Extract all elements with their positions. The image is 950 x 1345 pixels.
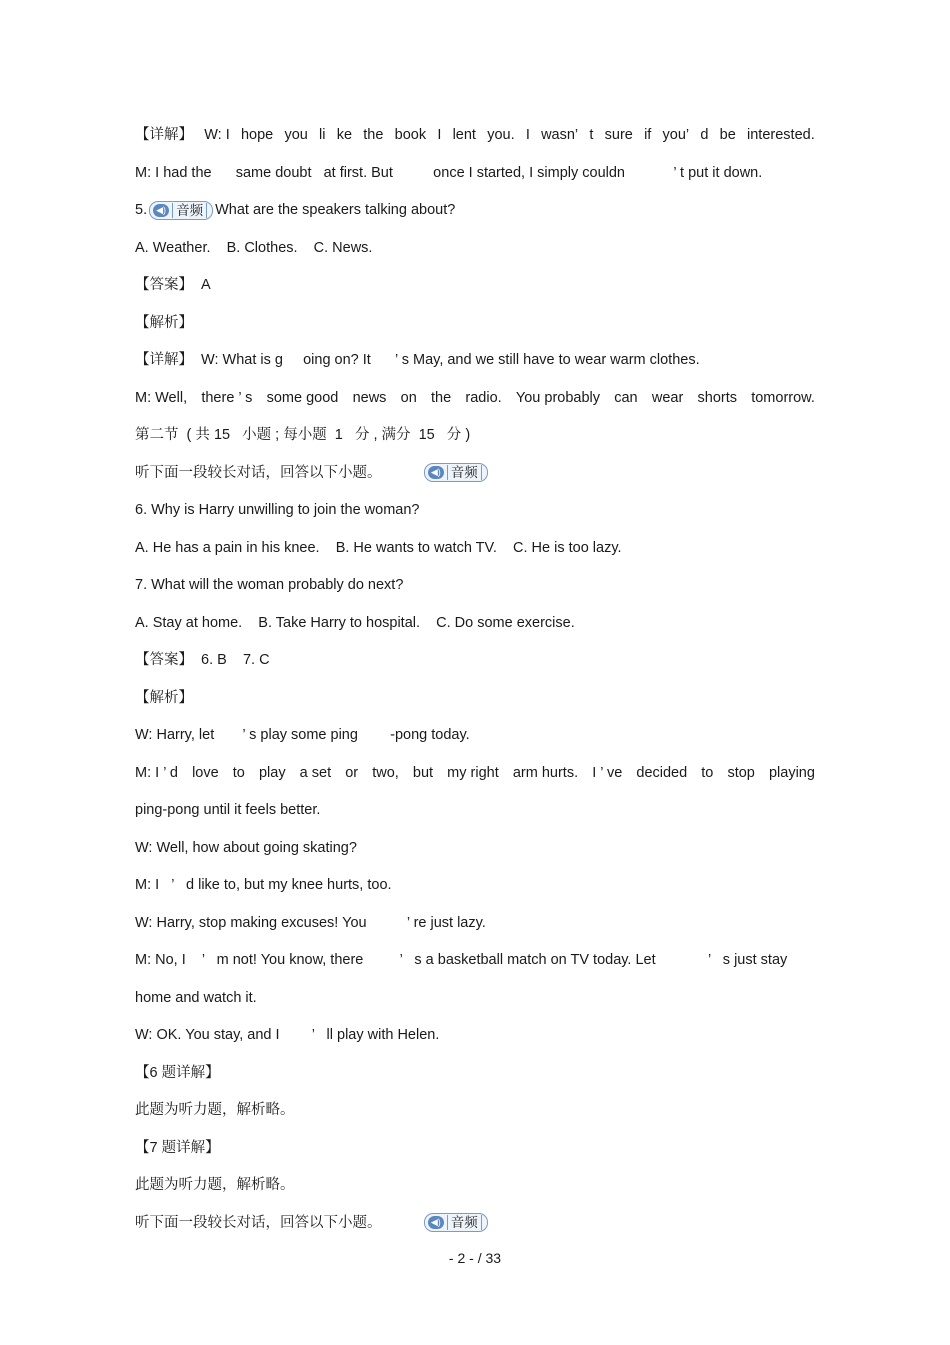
word: wear [651, 389, 684, 406]
word: my right [447, 764, 499, 781]
line-prefix: 5. [135, 202, 148, 218]
word: 【详解】 [135, 127, 193, 143]
word: I ’ ve [592, 764, 623, 781]
text-line: A. Stay at home. B. Take Harry to hospital. C. Do some exercise. [135, 614, 575, 631]
word: some good [266, 389, 339, 406]
text-line: W: Harry, stop making excuses! You ’ re just lazy. [135, 914, 486, 931]
text-line: 【答案】 A [135, 277, 211, 293]
word: there ’ s [201, 389, 253, 406]
text-line: W: Harry, let ’ s play some ping -pong today. [135, 727, 470, 743]
text-line: W: OK. You stay, and I ’ ll play with Helen. [135, 1027, 440, 1043]
word: interested. [747, 127, 815, 143]
word: book [394, 127, 427, 143]
word: M: I ’ d [135, 764, 178, 781]
text-line: A. Weather. B. Clothes. C. News. [135, 239, 373, 256]
word: hope [240, 127, 274, 143]
word: li [319, 127, 326, 143]
word: on [400, 389, 417, 406]
word: shorts [697, 389, 737, 406]
word: playing [768, 764, 815, 781]
speaker-icon: ◀) [428, 466, 444, 479]
word: arm hurts. [512, 764, 579, 781]
word: t [589, 127, 594, 143]
word: sure [604, 127, 633, 143]
audio-label: 音频 [172, 203, 207, 218]
audio-label: 音频 [447, 465, 482, 480]
word: wasn’ [541, 127, 579, 143]
word: to [701, 764, 714, 781]
text-line: 6. Why is Harry unwilling to join the woman? [135, 502, 420, 518]
text-line [135, 1213, 815, 1233]
text-line: A. He has a pain in his knee. B. He wants to watch TV. C. He is too lazy. [135, 539, 622, 556]
speaker-icon: ◀) [428, 1216, 444, 1229]
word: to [232, 764, 245, 781]
word: decided [636, 764, 688, 781]
word: the [431, 389, 452, 406]
text-line [135, 200, 815, 220]
word: you. [487, 127, 515, 143]
word: W: I [204, 127, 230, 143]
text-line: M: I had the same doubt at first. But once I started, I simply couldn ’ t put it down. [135, 164, 763, 181]
word: you’ [662, 127, 690, 143]
word: can [614, 389, 638, 406]
word: if [644, 127, 652, 143]
line-prefix: 听下面一段较长对话，回答以下小题。 [135, 464, 422, 481]
word: stop [727, 764, 755, 781]
word: ke [336, 127, 353, 143]
page-number: - 2 - / 33 [448, 1250, 502, 1266]
text-line: 【解析】 [135, 689, 193, 706]
audio-button[interactable] [149, 201, 213, 220]
line-text: What are the speakers talking about? [215, 202, 456, 218]
word: the [363, 127, 384, 143]
text-line: home and watch it. [135, 989, 257, 1006]
text-line: 此题为听力题，解析略。 [135, 1177, 295, 1193]
text-line: 【解析】 [135, 314, 193, 331]
text-line [135, 763, 815, 783]
word: M: Well, [135, 389, 188, 406]
word: tomorrow. [751, 389, 815, 406]
text-line: ping-pong until it feels better. [135, 802, 321, 818]
word: I [525, 127, 530, 143]
text-line: 【答案】 6. B 7. C [135, 652, 270, 668]
word: news [352, 389, 387, 406]
line-prefix: 听下面一段较长对话，回答以下小题。 [135, 1214, 422, 1231]
text-line: W: Well, how about going skating? [135, 839, 357, 856]
word: two, [372, 764, 399, 781]
word: d [700, 127, 709, 143]
word: be [719, 127, 736, 143]
word: play [258, 764, 286, 781]
speaker-icon: ◀) [153, 204, 169, 217]
word: love [192, 764, 219, 781]
text-line: M: No, I ’ m not! You know, there ’ s a basketball match on TV today. Let ’ s just stay [135, 952, 788, 968]
text-line: 7. What will the woman probably do next? [135, 577, 404, 593]
audio-button[interactable] [424, 1213, 488, 1232]
word: lent [452, 127, 476, 143]
audio-label: 音频 [447, 1215, 482, 1230]
text-line: 第二节 ( 共 15 小题 ; 每小题 1 分 , 满分 15 分 ) [135, 427, 471, 443]
audio-button[interactable] [424, 463, 488, 482]
word: or [345, 764, 359, 781]
text-line: 【详解】 W: What is g oing on? It ’ s May, and we still have to wear warm clothes. [135, 352, 700, 368]
text-line [135, 388, 815, 408]
text-line: 【6 题详解】 [135, 1064, 220, 1081]
word: a set [299, 764, 332, 781]
word: radio. [465, 389, 502, 406]
text-line: M: I ’ d like to, but my knee hurts, too. [135, 877, 392, 893]
text-line: 此题为听力题，解析略。 [135, 1102, 295, 1118]
word: but [412, 764, 434, 781]
word: You probably [515, 389, 601, 406]
text-line: 【7 题详解】 [135, 1139, 220, 1156]
text-line [135, 463, 815, 483]
word: I [437, 127, 442, 143]
word: you [284, 127, 308, 143]
text-line [135, 125, 815, 145]
